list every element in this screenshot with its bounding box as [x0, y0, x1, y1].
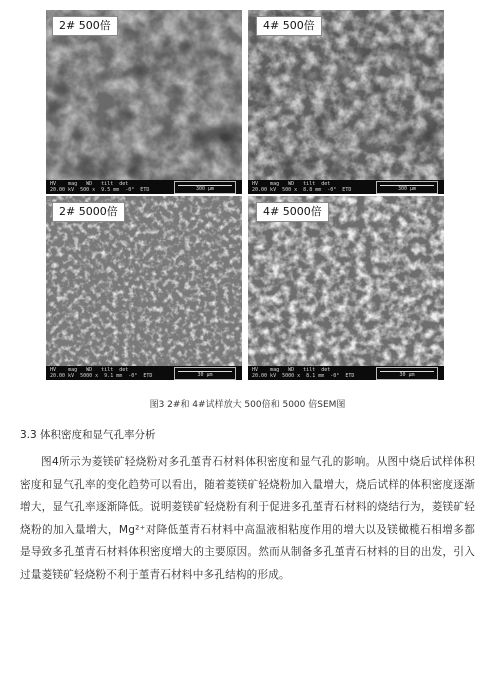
panel-label: 4# 500倍 [256, 16, 322, 36]
sem-info-bar [248, 366, 444, 380]
sem-figure [46, 10, 446, 378]
scale-bar-text: 30 μm [399, 372, 415, 378]
panel-label: 2# 5000倍 [52, 202, 125, 222]
scale-bar [174, 367, 236, 380]
panel-label: 2# 500倍 [52, 16, 118, 36]
info-bar-header: HV mag WD tilt det [50, 367, 129, 373]
scale-bar-text: 30 μm [197, 372, 213, 378]
scale-bar [174, 181, 236, 194]
scale-bar [376, 367, 438, 380]
scale-bar-text: 300 μm [195, 186, 215, 192]
info-bar-values: 20.00 kV 5000 x 9.1 mm -0° ETD [50, 373, 153, 379]
sem-panel-2-5000x [46, 196, 242, 380]
sem-panel-4-5000x [248, 196, 444, 380]
scale-bar [376, 181, 438, 194]
info-bar-values: 20.00 kV 500 x 8.8 mm -0° ETD [252, 187, 352, 193]
scale-bar-text: 300 μm [397, 186, 417, 192]
body-paragraph: 图4所示为菱镁矿轻烧粉对多孔堇青石材料体积密度和显气孔的影响。从图中烧后试样体积密度和显气孔率的变化趋势可以看出，随着菱镁矿轻烧粉加入量增大，烧后试样的体积密度逐渐增大，显气孔率逐渐降低。说明菱镁矿轻烧粉有利于促进多孔堇青石材料的烧结行为，菱镁矿轻烧粉的加入量增大，Mg²⁺对降低堇青石材料中高温液相粘度作用的增大以及镁橄榄石相增多都是导致多孔堇青石材料体积密度增大的主要原因。然而从制备多孔堇青石材料的目的出发，引入过量菱镁矿轻烧粉不利于堇青石材料中多孔结构的形成。 [20, 456, 475, 581]
info-bar-values: 20.00 kV 5000 x 8.1 mm -0° ETD [252, 373, 355, 379]
section-heading: 3.3 体积密度和显气孔率分析 [20, 429, 156, 441]
info-bar-values: 20.00 kV 500 x 9.5 mm -0° ETD [50, 187, 150, 193]
info-bar-header: HV mag WD tilt det [252, 181, 331, 187]
sem-info-bar [46, 180, 242, 194]
sem-panel-2-500x [46, 10, 242, 194]
info-bar-header: HV mag WD tilt det [50, 181, 129, 187]
panel-label: 4# 5000倍 [256, 202, 329, 222]
sem-info-bar [46, 366, 242, 380]
info-bar-header: HV mag WD tilt det [252, 367, 331, 373]
sem-panel-4-500x [248, 10, 444, 194]
sem-info-bar [248, 180, 444, 194]
figure-caption: 图3 2#和 4#试样放大 500倍和 5000 倍SEM图 [149, 400, 346, 410]
